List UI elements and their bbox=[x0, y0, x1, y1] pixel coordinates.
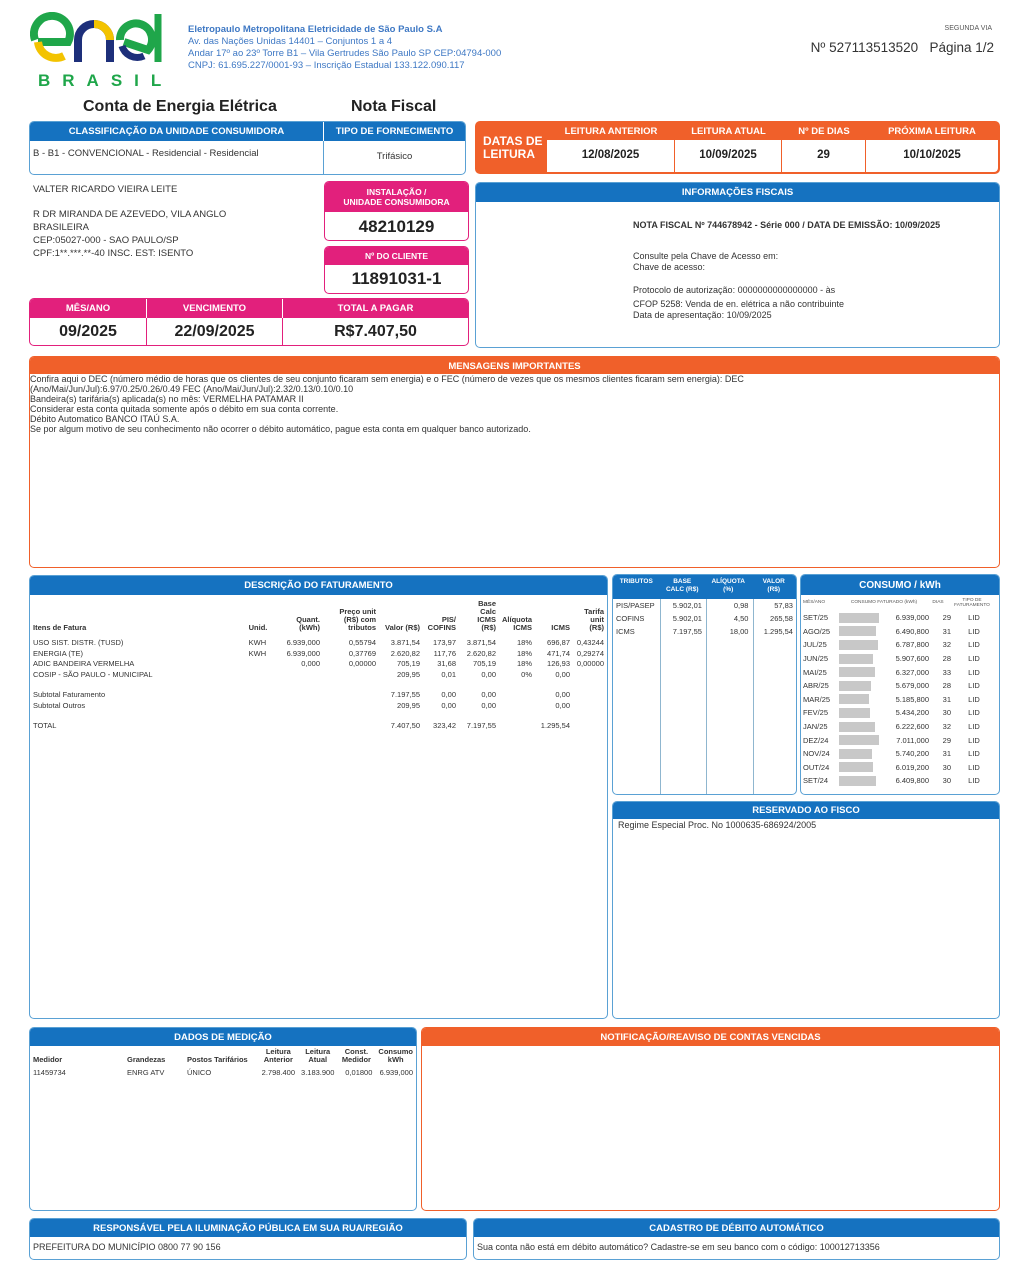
debito-box bbox=[473, 1218, 1000, 1260]
mensagens-label: MENSAGENS IMPORTANTES bbox=[30, 357, 999, 374]
faturamento-header-cell: Itens de Fatura bbox=[33, 623, 87, 632]
faturamento-cell: 696,87 bbox=[547, 638, 570, 647]
faturamento-header-cell: Valor (R$) bbox=[384, 623, 420, 632]
faturamento-box bbox=[29, 575, 608, 1019]
consumo-valor: 6.409,800 bbox=[895, 776, 929, 786]
consumo-tipo: LID bbox=[968, 776, 980, 786]
leitura-atual-label: LEITURA ATUAL bbox=[675, 123, 782, 140]
chave-line: Chave de acesso: bbox=[633, 262, 706, 272]
faturamento-cell: 6.939,000 bbox=[286, 638, 320, 647]
datas-leitura-2: LEITURA bbox=[483, 147, 535, 161]
logo-subtitle: BRASIL bbox=[38, 71, 174, 90]
title-conta: Conta de Energia Elétrica bbox=[83, 98, 277, 115]
medicao-header-cell: Leitura Anterior bbox=[263, 1047, 293, 1064]
consumo-row bbox=[801, 679, 999, 693]
mes-ano-value: 09/2025 bbox=[30, 318, 147, 345]
consumo-valor: 6.490,800 bbox=[895, 626, 929, 636]
company-address-2: Andar 17º ao 23º Torre B1 – Vila Gertrudes São Paulo SP CEP:04794-000 bbox=[188, 48, 502, 59]
tributos-row bbox=[613, 612, 796, 625]
faturamento-cell bbox=[573, 690, 607, 701]
faturamento-cell: 18% bbox=[516, 648, 532, 658]
faturamento-cell: 0,00 bbox=[441, 690, 456, 699]
faturamento-row bbox=[30, 690, 607, 701]
faturamento-cell: 705,19 bbox=[397, 659, 420, 668]
medicao-cell: 2.798.400 bbox=[261, 1068, 296, 1077]
tributos-cell: ICMS bbox=[616, 627, 635, 636]
consumo-mes: JUL/25 bbox=[803, 640, 827, 650]
consumo-mes: OUT/24 bbox=[803, 762, 830, 772]
leitura-box bbox=[475, 121, 1000, 174]
nota-fiscal-line: NOTA FISCAL Nº 744678942 - Série 000 / DATA DE EMISSÃO: 10/09/2025 bbox=[633, 220, 941, 230]
consumo-tipo: LID bbox=[968, 667, 980, 677]
consumo-bar bbox=[839, 640, 878, 650]
consumo-valor: 6.939,000 bbox=[895, 613, 929, 623]
medicao-header-row bbox=[30, 1048, 416, 1068]
consumo-dias: 30 bbox=[942, 776, 951, 786]
cliente-endereco-2: BRASILEIRA bbox=[33, 222, 89, 233]
consumo-dias: 30 bbox=[942, 762, 951, 772]
faturamento-cell: 471,74 bbox=[547, 648, 570, 658]
company-name: Eletropaulo Metropolitana Eletricidade de São Paulo S.A bbox=[188, 24, 443, 35]
consumo-dias: 28 bbox=[942, 681, 951, 691]
instalacao-box bbox=[324, 181, 469, 241]
consumo-header-cell: TIPO DE FATURAMENTO bbox=[954, 597, 990, 608]
consumo-tipo: LID bbox=[968, 681, 980, 691]
consumo-mes: MAI/25 bbox=[803, 667, 827, 677]
medicao-header-cell: Leitura Atual bbox=[305, 1047, 331, 1064]
tributos-header-cell: VALOR (R$) bbox=[762, 578, 785, 593]
company-address-1: Av. das Nações Unidas 14401 – Conjuntos 1 a 4 bbox=[188, 36, 393, 47]
consumo-row bbox=[801, 665, 999, 679]
faturamento-cell: 0,29274 bbox=[576, 648, 604, 658]
tributos-header-cell: TRIBUTOS bbox=[619, 578, 653, 585]
consumo-mes: SET/25 bbox=[803, 613, 829, 623]
faturamento-cell bbox=[573, 721, 607, 732]
faturamento-cell: 209,95 bbox=[397, 669, 420, 679]
consumo-dias: 30 bbox=[942, 708, 951, 718]
consumo-valor: 5.907,600 bbox=[895, 654, 929, 664]
consumo-tipo: LID bbox=[968, 708, 980, 718]
consumo-valor: 5.185,800 bbox=[895, 694, 929, 704]
iluminacao-text: PREFEITURA DO MUNICÍPIO 0800 77 90 156 bbox=[33, 1242, 221, 1252]
consumo-tipo: LID bbox=[968, 626, 980, 636]
consumo-tipo: LID bbox=[968, 749, 980, 759]
consumo-dias: 32 bbox=[942, 640, 951, 650]
faturamento-cell bbox=[284, 701, 323, 712]
tributos-cell: PIS/PASEP bbox=[616, 601, 655, 610]
consumo-row bbox=[801, 774, 999, 788]
cliente-cep: CEP:05027-000 - SAO PAULO/SP bbox=[33, 235, 179, 246]
consumo-valor: 5.679,000 bbox=[895, 681, 929, 691]
tributos-cell: 18,00 bbox=[729, 627, 749, 636]
faturamento-cell: 0,00 bbox=[441, 700, 456, 710]
faturamento-cell: USO SIST. DISTR. (TUSD) bbox=[33, 638, 124, 647]
tributos-box bbox=[612, 574, 797, 795]
faturamento-cell: 0,43244 bbox=[576, 638, 604, 647]
consumo-bar bbox=[839, 681, 871, 691]
consumo-header-cell: DIAS bbox=[932, 600, 944, 606]
consumo-tipo: LID bbox=[968, 722, 980, 732]
faturamento-cell bbox=[246, 721, 284, 732]
cfop-line: CFOP 5258: Venda de en. elétrica a não contribuinte bbox=[633, 299, 844, 309]
consumo-tipo: LID bbox=[968, 762, 980, 772]
consumo-mes: NOV/24 bbox=[803, 749, 830, 759]
medicao-header-cell: Consumo kWh bbox=[378, 1047, 413, 1064]
total-label: TOTAL A PAGAR bbox=[283, 299, 468, 318]
consumo-row bbox=[801, 652, 999, 666]
numero-dias-value: 29 bbox=[782, 140, 866, 172]
mensagem-line: Se por algum motivo de seu conhecimento não ocorrer o débito automático, pague esta conta em qualquer banco autorizado. bbox=[30, 424, 531, 434]
instalacao-label-1: INSTALAÇÃO / bbox=[366, 187, 427, 197]
consumo-header-cell: MÊS/ANO bbox=[803, 600, 826, 606]
consumo-bar bbox=[839, 749, 872, 759]
consumo-bar bbox=[839, 776, 876, 786]
protocolo-line: Protocolo de autorização: 0000000000000000 - às bbox=[633, 285, 836, 295]
fisco-box bbox=[612, 801, 1000, 1019]
faturamento-row bbox=[30, 721, 607, 732]
faturamento-cell: ENERGIA (TE) bbox=[33, 648, 84, 658]
iluminacao-box bbox=[29, 1218, 467, 1260]
cliente-endereco-1: R DR MIRANDA DE AZEVEDO, VILA ANGLO bbox=[33, 209, 227, 220]
faturamento-header-row bbox=[30, 600, 607, 638]
faturamento-cell bbox=[284, 670, 323, 681]
faturamento-cell bbox=[246, 670, 284, 681]
company-info bbox=[188, 24, 501, 72]
faturamento-header-cell: Preço unit (R$) com tributos bbox=[339, 607, 376, 632]
faturamento-row bbox=[30, 659, 607, 670]
document-number bbox=[811, 40, 994, 55]
consulte-line: Consulte pela Chave de Acesso em: bbox=[633, 251, 779, 261]
faturamento-cell bbox=[323, 670, 379, 681]
mensagem-line: Considerar esta conta quitada somente após o débito em sua conta corrente. bbox=[30, 404, 339, 414]
faturamento-label: DESCRIÇÃO DO FATURAMENTO bbox=[30, 576, 607, 595]
consumo-row bbox=[801, 693, 999, 707]
tributos-cell: 5.902,01 bbox=[672, 601, 702, 610]
faturamento-cell: 0,37769 bbox=[348, 648, 376, 658]
consumo-valor: 5.434,200 bbox=[895, 708, 929, 718]
company-cnpj: CNPJ: 61.695.227/0001-93 – Inscrição Estadual 133.122.090.117 bbox=[188, 60, 465, 71]
consumo-dias: 29 bbox=[942, 735, 951, 745]
faturamento-row bbox=[30, 649, 607, 660]
mes-ano-label: MÊS/ANO bbox=[30, 299, 147, 318]
proxima-leitura-value: 10/10/2025 bbox=[866, 140, 998, 172]
classificacao-value: B - B1 - CONVENCIONAL - Residencial - Residencial bbox=[30, 141, 324, 174]
faturamento-cell: Subtotal Outros bbox=[33, 700, 86, 710]
numero-cliente-value: 11891031-1 bbox=[351, 269, 442, 288]
faturamento-header-cell: PIS/ COFINS bbox=[427, 615, 456, 632]
faturamento-cell: KWH bbox=[248, 648, 267, 658]
consumo-valor: 6.327,000 bbox=[895, 667, 929, 677]
faturamento-cell: KWH bbox=[248, 638, 267, 647]
faturamento-cell: 0,01 bbox=[441, 669, 456, 679]
faturamento-cell: 0,55794 bbox=[348, 638, 376, 647]
consumo-tipo: LID bbox=[968, 694, 980, 704]
tributos-cell: 7.197,55 bbox=[672, 627, 702, 636]
consumo-bar bbox=[839, 613, 879, 623]
fisco-label: RESERVADO AO FISCO bbox=[613, 802, 999, 819]
apresentacao-line: Data de apresentação: 10/09/2025 bbox=[633, 310, 772, 320]
faturamento-cell: 209,95 bbox=[397, 700, 420, 710]
consumo-dias: 33 bbox=[942, 667, 951, 677]
medicao-cell: 6.939,000 bbox=[379, 1068, 413, 1077]
proxima-leitura-label: PRÓXIMA LEITURA bbox=[866, 123, 998, 140]
medicao-cell: 3.183.900 bbox=[301, 1068, 335, 1077]
consumo-box bbox=[800, 574, 1000, 795]
faturamento-cell: 3.871,54 bbox=[466, 638, 496, 647]
faturamento-cell: 323,42 bbox=[433, 721, 456, 730]
total-value: R$7.407,50 bbox=[334, 323, 417, 340]
consumo-dias: 31 bbox=[942, 749, 951, 759]
consumo-valor: 6.787,800 bbox=[895, 640, 929, 650]
faturamento-cell bbox=[499, 701, 535, 712]
faturamento-cell: 18% bbox=[516, 638, 532, 647]
faturamento-cell: 0,00 bbox=[555, 669, 570, 679]
consumo-mes: DEZ/24 bbox=[803, 735, 829, 745]
consumo-tipo: LID bbox=[968, 613, 980, 623]
consumo-dias: 28 bbox=[942, 654, 951, 664]
mensagens-box bbox=[29, 356, 1000, 568]
tributos-header-cell: BASE CALC (R$) bbox=[665, 578, 699, 593]
consumo-row bbox=[801, 625, 999, 639]
title-nota: Nota Fiscal bbox=[351, 98, 437, 115]
faturamento-cell bbox=[573, 670, 607, 681]
medicao-label: DADOS DE MEDIÇÃO bbox=[30, 1028, 416, 1046]
consumo-valor: 6.019,200 bbox=[895, 762, 929, 772]
consumo-row bbox=[801, 747, 999, 761]
consumo-dias: 31 bbox=[942, 626, 951, 636]
fiscais-label: INFORMAÇÕES FISCAIS bbox=[476, 183, 999, 202]
faturamento-table bbox=[30, 600, 607, 732]
consumo-mes: MAR/25 bbox=[803, 694, 831, 704]
consumo-dias: 32 bbox=[942, 722, 951, 732]
pagina: Página 1/2 bbox=[929, 40, 994, 55]
consumo-mes: SET/24 bbox=[803, 776, 829, 786]
mensagem-line: Bandeira(s) tarifária(s) aplicada(s) no mês: VERMELHA PATAMAR II bbox=[30, 394, 304, 404]
medicao-header-cell: Grandezas bbox=[127, 1055, 166, 1064]
consumo-mes: JAN/25 bbox=[803, 722, 828, 732]
faturamento-row bbox=[30, 701, 607, 712]
segunda-via-label: SEGUNDA VIA bbox=[944, 25, 992, 32]
medicao-cell: ENRG ATV bbox=[127, 1068, 165, 1077]
faturamento-cell: TOTAL bbox=[33, 721, 57, 730]
faturamento-cell: 705,19 bbox=[473, 659, 496, 668]
numero-cliente-label: Nº DO CLIENTE bbox=[325, 247, 468, 265]
consumo-row bbox=[801, 733, 999, 747]
medicao-header-cell: Medidor bbox=[33, 1055, 63, 1064]
consumo-valor: 5.740,200 bbox=[895, 749, 929, 759]
tributos-cell: COFINS bbox=[616, 614, 645, 623]
faturamento-header-cell: Unid. bbox=[248, 623, 268, 632]
faturamento-cell: 117,76 bbox=[433, 648, 456, 658]
consumo-bar bbox=[839, 694, 869, 704]
faturamento-cell: Subtotal Faturamento bbox=[33, 690, 106, 699]
tributos-cell: 1.295,54 bbox=[763, 627, 793, 636]
faturamento-cell bbox=[323, 721, 379, 732]
consumo-bar bbox=[839, 667, 875, 677]
instalacao-value: 48210129 bbox=[358, 217, 435, 236]
consumo-header-cell: CONSUMO FATURADO (kWh) bbox=[850, 600, 918, 606]
faturamento-cell: 0,00 bbox=[481, 690, 496, 699]
consumo-row bbox=[801, 706, 999, 720]
faturamento-cell bbox=[246, 690, 284, 701]
consumo-tipo: LID bbox=[968, 654, 980, 664]
faturamento-cell: 18% bbox=[516, 659, 532, 668]
medicao-row bbox=[30, 1068, 416, 1077]
leitura-atual-value: 10/09/2025 bbox=[675, 140, 782, 172]
consumo-bar bbox=[839, 626, 876, 636]
consumo-dias: 29 bbox=[942, 613, 951, 623]
tributos-row bbox=[613, 599, 796, 612]
numero: Nº 527113513520 bbox=[810, 40, 919, 55]
mensagem-line: Confira aqui o DEC (número médio de horas que os clientes de seu conjunto ficaram sem energia) e o FEC (número de vezes que os mesmos clientes ficaram sem energia): DEC bbox=[30, 374, 744, 384]
cliente-cpf: CPF:1**.***.**-40 INSC. EST: ISENTO bbox=[33, 248, 194, 259]
debito-label: CADASTRO DE DÉBITO AUTOMÁTICO bbox=[474, 1219, 999, 1237]
consumo-row bbox=[801, 720, 999, 734]
faturamento-cell: 0,00 bbox=[481, 700, 496, 710]
vencimento-value: 22/09/2025 bbox=[147, 318, 283, 345]
faturamento-cell: 6.939,000 bbox=[286, 648, 320, 658]
faturamento-header-cell: Alíquota ICMS bbox=[502, 615, 532, 632]
faturamento-header-cell: Tarifa unit (R$) bbox=[584, 607, 604, 632]
faturamento-cell: 1.295,54 bbox=[540, 721, 570, 730]
medicao-cell: ÚNICO bbox=[187, 1068, 212, 1077]
vencimento-label: VENCIMENTO bbox=[147, 299, 283, 318]
fiscais-box bbox=[475, 182, 1000, 348]
tributos-cell: 0,98 bbox=[733, 601, 749, 610]
consumo-bar bbox=[839, 708, 870, 718]
consumo-bar bbox=[839, 735, 879, 745]
faturamento-cell: 0,00 bbox=[555, 700, 570, 710]
consumo-mes: JUN/25 bbox=[803, 654, 829, 664]
faturamento-cell: 2.620,82 bbox=[390, 648, 420, 658]
consumo-valor: 7.011,000 bbox=[896, 735, 929, 745]
consumo-tipo: LID bbox=[968, 735, 980, 745]
consumo-mes: ABR/25 bbox=[803, 681, 829, 691]
consumo-mes: AGO/25 bbox=[803, 626, 831, 636]
faturamento-cell: 7.197,55 bbox=[390, 690, 420, 699]
medicao-cell: 0,01800 bbox=[345, 1068, 373, 1077]
debito-text: Sua conta não está em débito automático? Cadastre-se em seu banco com o código: 100012713356 bbox=[477, 1242, 880, 1252]
tributos-cell: 5.902,01 bbox=[672, 614, 702, 623]
faturamento-cell: 0,00 bbox=[555, 690, 570, 699]
consumo-label: CONSUMO / kWh bbox=[801, 575, 999, 595]
instalacao-label-2: UNIDADE CONSUMIDORA bbox=[343, 197, 450, 207]
consumo-tipo: LID bbox=[968, 640, 980, 650]
consumo-bar bbox=[839, 722, 875, 732]
tributos-cell: 265,58 bbox=[770, 614, 793, 623]
medicao-header-cell: Const. Medidor bbox=[341, 1047, 371, 1064]
consumo-bar bbox=[839, 654, 873, 664]
faturamento-cell bbox=[499, 690, 535, 701]
consumo-bar bbox=[839, 762, 873, 772]
tributos-cell: 57,83 bbox=[774, 601, 793, 610]
faturamento-cell bbox=[323, 690, 379, 701]
medicao-table bbox=[30, 1048, 416, 1077]
tipo-fornecimento-label: TIPO DE FORNECIMENTO bbox=[324, 122, 465, 141]
tributos-header-cell: ALÍQUOTA (%) bbox=[711, 578, 745, 593]
faturamento-cell bbox=[323, 701, 379, 712]
faturamento-cell: 173,97 bbox=[433, 638, 456, 647]
consumo-row bbox=[801, 638, 999, 652]
faturamento-cell: 126,93 bbox=[547, 659, 570, 668]
tributos-row bbox=[613, 625, 796, 638]
faturamento-cell bbox=[284, 721, 323, 732]
tipo-fornecimento-value: Trifásico bbox=[376, 151, 413, 162]
faturamento-cell: 0,00000 bbox=[576, 659, 604, 668]
faturamento-row bbox=[30, 670, 607, 681]
faturamento-cell: COSIP - SÃO PAULO - MUNICIPAL bbox=[33, 669, 153, 679]
faturamento-cell: 0,00000 bbox=[348, 659, 376, 668]
consumo-dias: 31 bbox=[942, 694, 951, 704]
faturamento-cell: 7.197,55 bbox=[466, 721, 496, 730]
consumo-row bbox=[801, 611, 999, 625]
iluminacao-label: RESPONSÁVEL PELA ILUMINAÇÃO PÚBLICA EM SUA RUA/REGIÃO bbox=[30, 1219, 466, 1237]
faturamento-cell: 0% bbox=[521, 669, 532, 679]
faturamento-cell: ADIC BANDEIRA VERMELHA bbox=[33, 659, 135, 668]
classificacao-label: CLASSIFICAÇÃO DA UNIDADE CONSUMIDORA bbox=[30, 122, 324, 141]
faturamento-cell bbox=[246, 701, 284, 712]
fisco-text: Regime Especial Proc. No 1000635-686924/2005 bbox=[618, 820, 817, 830]
consumo-row bbox=[801, 761, 999, 775]
faturamento-header-cell: Base Calc ICMS (R$) bbox=[477, 599, 496, 632]
leitura-anterior-label: LEITURA ANTERIOR bbox=[547, 123, 675, 140]
numero-cliente-box bbox=[324, 246, 469, 294]
faturamento-row bbox=[30, 638, 607, 649]
mensagem-line: Débito Automatico BANCO ITAÚ S.A. bbox=[30, 414, 180, 424]
enel-logo-mark bbox=[30, 12, 165, 64]
notificacao-label: NOTIFICAÇÃO/REAVISO DE CONTAS VENCIDAS bbox=[422, 1028, 999, 1046]
tributos-cell: 4,50 bbox=[733, 614, 749, 623]
faturamento-cell: 2.620,82 bbox=[466, 648, 496, 658]
faturamento-cell bbox=[284, 690, 323, 701]
medicao-box bbox=[29, 1027, 417, 1211]
datas-leitura-1: DATAS DE bbox=[483, 134, 543, 148]
consumo-mes: FEV/25 bbox=[803, 708, 829, 718]
classificacao-box bbox=[29, 121, 466, 175]
faturamento-cell: 0,000 bbox=[301, 659, 320, 668]
leitura-anterior-value: 12/08/2025 bbox=[547, 140, 675, 172]
faturamento-header-cell: Quant. (kWh) bbox=[296, 615, 320, 632]
faturamento-header-cell: ICMS bbox=[551, 623, 570, 632]
faturamento-cell bbox=[246, 659, 284, 670]
pagamento-box bbox=[29, 298, 469, 346]
cliente-info bbox=[33, 183, 226, 260]
faturamento-cell: 3.871,54 bbox=[390, 638, 420, 647]
faturamento-cell bbox=[499, 721, 535, 732]
cliente-nome: VALTER RICARDO VIEIRA LEITE bbox=[33, 184, 178, 195]
notificacao-box bbox=[421, 1027, 1000, 1211]
faturamento-cell: 0,00 bbox=[481, 669, 496, 679]
enel-logo bbox=[30, 12, 174, 90]
consumo-valor: 6.222,600 bbox=[895, 722, 929, 732]
numero-dias-label: Nº DE DIAS bbox=[782, 123, 866, 140]
medicao-header-cell: Postos Tarifários bbox=[187, 1055, 248, 1064]
medicao-cell: 11459734 bbox=[33, 1068, 66, 1077]
faturamento-cell bbox=[573, 701, 607, 712]
mensagem-line: (Ano/Mai/Jun/Jul):6.97/0.25/0.26/0.49 FEC (Ano/Mai/Jun/Jul):2.32/0.13/0.10/0.10 bbox=[30, 384, 354, 394]
faturamento-cell: 31,68 bbox=[437, 659, 456, 668]
faturamento-cell: 7.407,50 bbox=[390, 721, 420, 730]
